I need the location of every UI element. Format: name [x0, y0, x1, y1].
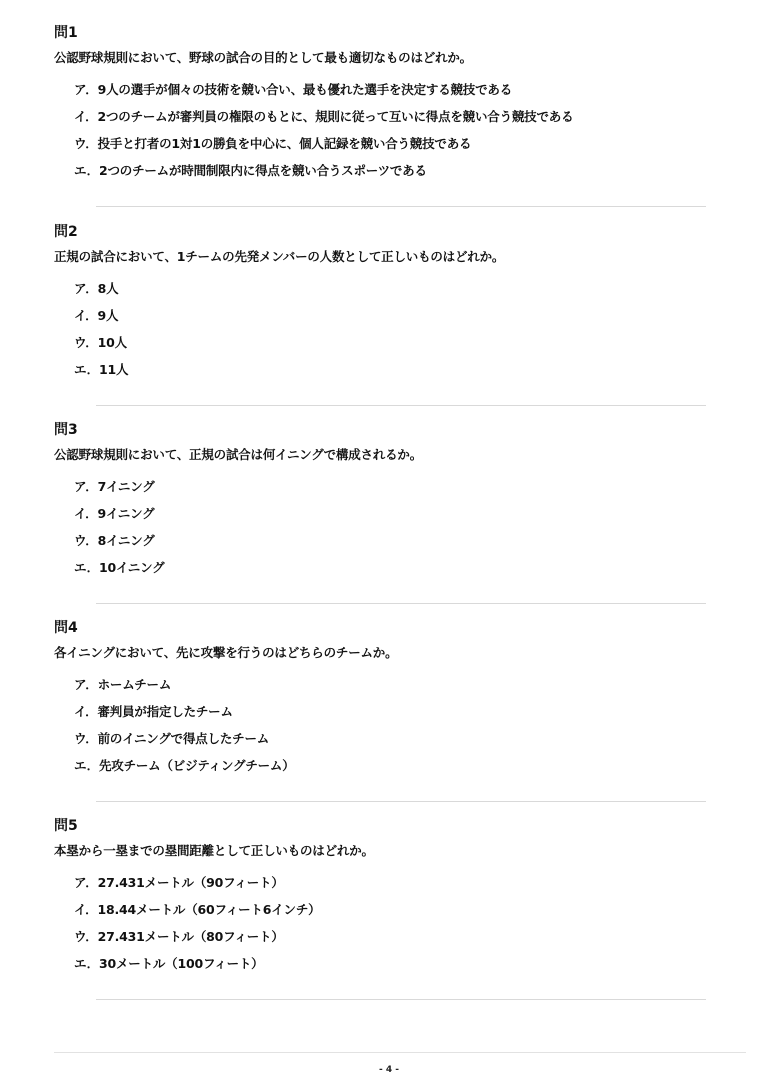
option-e: [74, 162, 734, 189]
option-text: 27.431メートル（90フィート）: [97, 875, 284, 890]
question-text: 各イニングにおいて、先に攻撃を行うのはどちらのチームか。: [54, 645, 398, 660]
option-label: エ．: [74, 560, 99, 575]
option-text: 投手と打者の1対1の勝負を中心に、個人記録を競い合う競技である: [97, 136, 472, 151]
question-title: 問5: [54, 818, 78, 834]
option-text: 7イニング: [97, 479, 155, 494]
question-title: 問2: [54, 224, 78, 240]
option-u: [74, 135, 734, 162]
option-text: 10イニング: [98, 560, 165, 575]
question-divider: [96, 405, 706, 406]
option-label: エ．: [74, 758, 99, 773]
option-a: [74, 280, 734, 307]
option-a: [74, 81, 734, 108]
option-text: 9イニング: [97, 506, 155, 521]
option-text: 8イニング: [97, 533, 155, 548]
option-label: ア．: [74, 82, 98, 97]
option-text: 9人の選手が個々の技術を競い合い、最も優れた選手を決定する競技である: [97, 82, 513, 97]
option-list: [74, 478, 734, 586]
option-i: [74, 307, 734, 334]
option-text: 審判員が指定したチーム: [97, 704, 233, 719]
option-label: エ．: [74, 956, 99, 971]
option-label: ア．: [74, 875, 98, 890]
option-u: [74, 928, 734, 955]
option-label: エ．: [74, 163, 99, 178]
question-text: 本塁から一塁までの塁間距離として正しいものはどれか。: [54, 843, 374, 858]
question-divider: [96, 801, 706, 802]
option-text: 9人: [97, 308, 119, 323]
option-i: [74, 108, 734, 135]
option-e: [74, 559, 734, 586]
option-a: [74, 874, 734, 901]
option-list: [74, 676, 734, 784]
option-text: ホームチーム: [97, 677, 172, 692]
question-divider: [96, 603, 706, 604]
option-list: [74, 280, 734, 388]
option-label: イ．: [74, 506, 98, 521]
option-text: 前のイニングで得点したチーム: [97, 731, 270, 746]
option-i: [74, 901, 734, 928]
question-4: [54, 619, 734, 784]
option-u: [74, 532, 734, 559]
question-3: [54, 421, 734, 586]
page-number: - 4 -: [379, 1065, 399, 1075]
option-a: [74, 676, 734, 703]
question-2: [54, 223, 734, 388]
option-e: [74, 361, 734, 388]
question-divider: [96, 999, 706, 1000]
option-label: イ．: [74, 902, 98, 917]
option-u: [74, 730, 734, 757]
question-title: 問4: [54, 620, 78, 636]
option-text: 先攻チーム（ビジティングチーム）: [98, 758, 295, 773]
option-i: [74, 505, 734, 532]
option-text: 27.431メートル（80フィート）: [97, 929, 284, 944]
option-text: 2つのチームが審判員の権限のもとに、規則に従って互いに得点を競い合う競技である: [97, 109, 574, 124]
option-list: [74, 81, 734, 189]
option-i: [74, 703, 734, 730]
question-title: 問3: [54, 422, 78, 438]
option-e: [74, 757, 734, 784]
option-label: イ．: [74, 109, 98, 124]
option-text: 18.44メートル（60フィート6インチ）: [97, 902, 321, 917]
option-label: ウ．: [74, 533, 98, 548]
option-label: イ．: [74, 308, 98, 323]
option-label: ウ．: [74, 731, 98, 746]
option-e: [74, 955, 734, 982]
question-text: 公認野球規則において、正規の試合は何イニングで構成されるか。: [54, 447, 423, 462]
option-text: 30メートル（100フィート）: [98, 956, 264, 971]
option-label: エ．: [74, 362, 99, 377]
option-label: ア．: [74, 479, 98, 494]
question-title: 問1: [54, 25, 78, 41]
question-divider: [96, 206, 706, 207]
option-text: 10人: [97, 335, 127, 350]
option-list: [74, 874, 734, 982]
option-label: ア．: [74, 281, 98, 296]
option-label: ウ．: [74, 136, 98, 151]
question-1: [54, 24, 734, 189]
option-label: ア．: [74, 677, 98, 692]
question-text: 正規の試合において、1チームの先発メンバーの人数として正しいものはどれか。: [54, 249, 505, 264]
option-label: イ．: [74, 704, 98, 719]
footer-rule: [54, 1052, 746, 1053]
option-label: ウ．: [74, 929, 98, 944]
option-label: ウ．: [74, 335, 98, 350]
option-text: 8人: [97, 281, 119, 296]
question-5: [54, 817, 734, 982]
option-text: 11人: [98, 362, 129, 377]
question-text: 公認野球規則において、野球の試合の目的として最も適切なものはどれか。: [54, 50, 472, 65]
option-a: [74, 478, 734, 505]
option-u: [74, 334, 734, 361]
option-text: 2つのチームが時間制限内に得点を競い合うスポーツである: [98, 163, 427, 178]
